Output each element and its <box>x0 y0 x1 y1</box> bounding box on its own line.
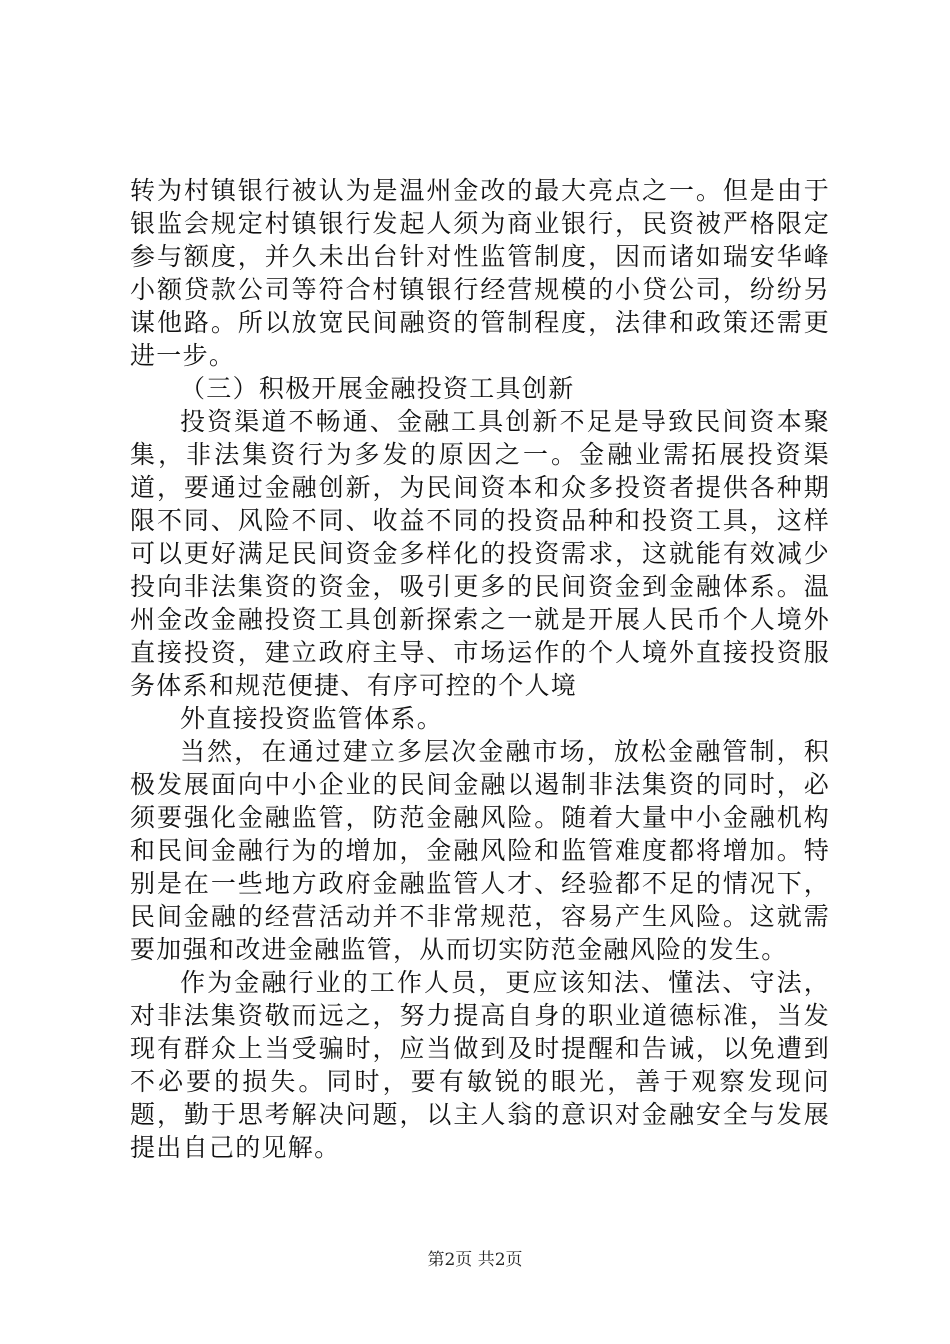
paragraph-fragment: 外直接投资监管体系。 <box>180 704 444 733</box>
document-body <box>130 174 830 1164</box>
paragraph-continuation: 转为村镇银行被认为是温州金改的最大亮点之一。但是由于银监会规定村镇银行发起人须为商业银行，民资被严格限定参与额度，并久未出台针对性监管制度，因而诸如瑞安华峰小额贷款公司等符合村镇银行经营规模的小贷公司，纷纷另谋他路。所以放宽民间融资的管制程度，法律和政策还需更进一步。 <box>130 176 830 370</box>
paragraph-investment-channels: 投资渠道不畅通、金融工具创新不足是导致民间资本聚集，非法集资行为多发的原因之一。金融业需拓展投资渠道，要通过金融创新，为民间资本和众多投资者提供各种期限不同、风险不同、收益不同的投资品种和投资工具，这样可以更好满足民间资金多样化的投资需求，这就能有效减少投向非法集资的资金，吸引更多的民间资金到金融体系。温州金改金融投资工具创新探索之一就是开展人民币个人境外直接投资，建立政府主导、市场运作的个人境外直接投资服务体系和规范便捷、有序可控的个人境 <box>130 407 830 700</box>
page-number-footer: 第2页 共2页 <box>427 1250 523 1270</box>
paragraph-staff-responsibility: 作为金融行业的工作人员，更应该知法、懂法、守法，对非法集资敬而远之，努力提高自身的职业道德标准，当发现有群众上当受骗时，应当做到及时提醒和告诫，以免遭到不必要的损失。同时，要有敏锐的眼光，善于观察发现问题，勤于思考解决问题，以主人翁的意识对金融安全与发展提出自己的见解。 <box>130 968 830 1162</box>
paragraph-financial-supervision: 当然，在通过建立多层次金融市场，放松金融管制，积极发展面向中小企业的民间金融以遏制非法集资的同时，必须要强化金融监管，防范金融风险。随着大量中小金融机构和民间金融行为的增加，金融风险和监管难度都将增加。特别是在一些地方政府金融监管人才、经验都不足的情况下，民间金融的经营活动并不非常规范，容易产生风险。这就需要加强和改进金融监管，从而切实防范金融风险的发生。 <box>130 737 830 964</box>
section-heading: （三）积极开展金融投资工具创新 <box>180 374 575 403</box>
